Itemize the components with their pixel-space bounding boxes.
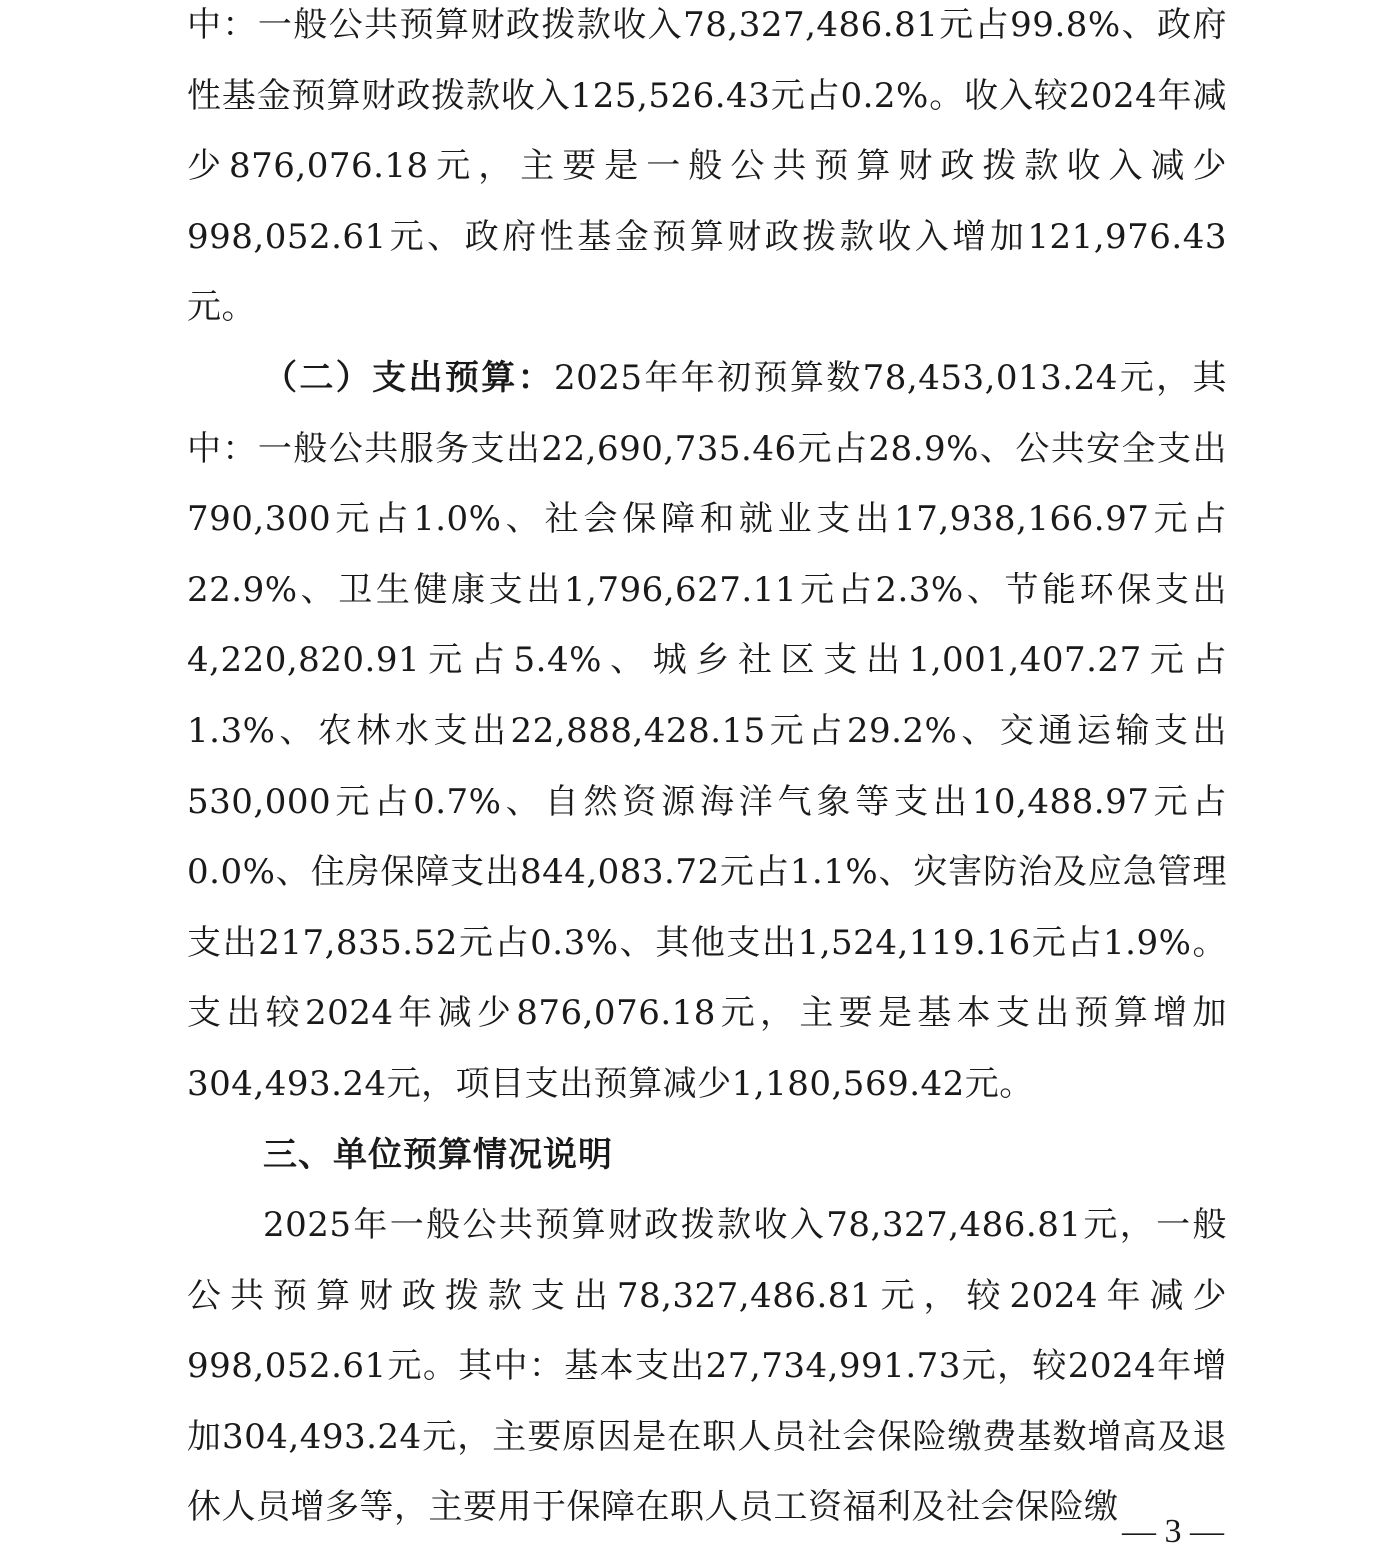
paragraph-unit-budget: 2025年一般公共预算财政拨款收入78,327,486.81元，一般公共预算财政拨款支出78,327,486.81元，较2024年减少998,052.61元。其中：基本支出27,734,991.73元，较2024年增加304,493.24元，主要原因是在职人员社会保险缴费基数增高及退休人员增多等，主要用于保障在职人员工资福利及社会保险缴 xyxy=(187,1205,1227,1528)
page-number: — 3 — xyxy=(1122,1513,1224,1550)
expense-budget-lead: （二）支出预算： xyxy=(263,357,554,398)
expense-budget-body: 2025年年初预算数78,453,013.24元，其中：一般公共服务支出22,690,735.46元占28.9%、公共安全支出790,300元占1.0%、社会保障和就业支出17,938,166.97元占22.9%、卫生健康支出1,796,627.11元占2.3%、节能环保支出4,220,820.91元占5.4%、城乡社区支出1,001,407.27元占1.3%、农林水支出22,888,428.15元占29.2%、交通运输支出530,000元占0.7%、自然资源海洋气象等支出10,488.97元占0.0%、住房保障支出844,083.72元占1.1%、灾害防治及应急管理支出217,835.52元占0.3%、其他支出1,524,119.16元占1.9%。支出较2024年减少876,076.18元，主要是基本支出预算增加304,493.24元，项目支出预算减少1,180,569.42元。 xyxy=(187,357,1228,1104)
section-heading: 三、单位预算情况说明 xyxy=(263,1134,613,1175)
document-body xyxy=(187,0,1227,1543)
paragraph-income-tail: 中：一般公共预算财政拨款收入78,327,486.81元占99.8%、政府性基金预算财政拨款收入125,526.43元占0.2%。收入较2024年减少876,076.18元，主要是一般公共预算财政拨款收入减少998,052.61元、政府性基金预算财政拨款收入增加121,976.43元。 xyxy=(187,5,1227,328)
paragraph-expense-budget xyxy=(187,343,1227,1120)
